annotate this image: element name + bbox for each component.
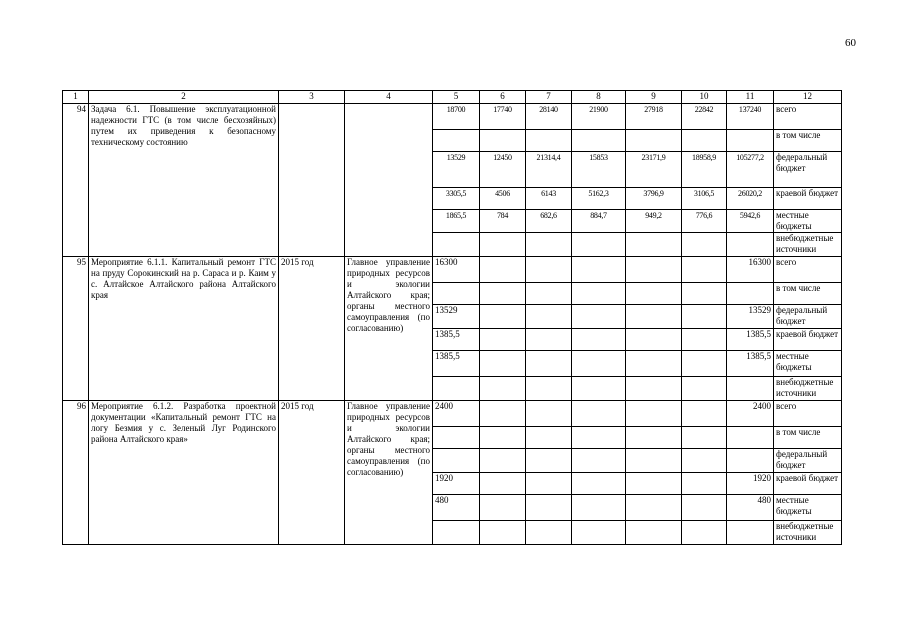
funding-source: краевой бюджет: [774, 188, 842, 210]
value-cell: [433, 427, 480, 449]
value-cell: [682, 377, 727, 401]
value-cell: [433, 233, 480, 257]
row-executor: Главное управление природных ресурсов и экологии Алтайского края; органы местного самоуправления (по согласованию): [345, 401, 433, 545]
value-cell: [626, 329, 682, 351]
value-cell: [682, 305, 727, 329]
value-cell: 2400: [727, 401, 774, 427]
row-index: 95: [63, 257, 89, 401]
header-cell: 2: [89, 91, 279, 104]
value-cell: [626, 305, 682, 329]
value-cell: [480, 495, 526, 521]
value-cell: [433, 377, 480, 401]
header-cell: 11: [727, 91, 774, 104]
value-cell: [682, 427, 727, 449]
value-cell: [626, 427, 682, 449]
value-cell: 18700: [433, 104, 480, 130]
value-cell: [682, 401, 727, 427]
value-cell: 23171,9: [626, 152, 682, 188]
value-cell: 21314,4: [526, 152, 572, 188]
value-cell: 12450: [480, 152, 526, 188]
page-number: 60: [845, 37, 856, 49]
value-cell: 3796,9: [626, 188, 682, 210]
value-cell: 13529: [727, 305, 774, 329]
value-cell: 949,2: [626, 210, 682, 233]
value-cell: [626, 351, 682, 377]
value-cell: 5942,6: [727, 210, 774, 233]
value-cell: [626, 521, 682, 545]
row-year: 2015 год: [279, 257, 345, 401]
table-row: [63, 401, 842, 427]
value-cell: [480, 329, 526, 351]
value-cell: [526, 427, 572, 449]
funding-source: краевой бюджет: [774, 473, 842, 495]
value-cell: 6143: [526, 188, 572, 210]
value-cell: [626, 257, 682, 283]
header-row: [63, 91, 842, 104]
value-cell: [526, 351, 572, 377]
row-description: Мероприятие 6.1.2. Разработка проектной документации «Капитальный ремонт ГТС на логу Безмия у с. Зеленый Луг Родинского района Алтайского края»: [89, 401, 279, 545]
value-cell: [526, 283, 572, 305]
value-cell: [626, 473, 682, 495]
value-cell: [572, 283, 626, 305]
funding-source: федеральный бюджет: [774, 152, 842, 188]
value-cell: [626, 130, 682, 152]
value-cell: 1865,5: [433, 210, 480, 233]
value-cell: [626, 233, 682, 257]
funding-source: внебюджетные источники: [774, 521, 842, 545]
value-cell: [626, 377, 682, 401]
funding-source: федеральный бюджет: [774, 305, 842, 329]
value-cell: [433, 521, 480, 545]
funding-source: внебюджетные источники: [774, 377, 842, 401]
funding-source: внебюджетные источники: [774, 233, 842, 257]
value-cell: [626, 401, 682, 427]
value-cell: [727, 427, 774, 449]
value-cell: [727, 521, 774, 545]
header-cell: 5: [433, 91, 480, 104]
value-cell: 2400: [433, 401, 480, 427]
funding-source: в том числе: [774, 283, 842, 305]
value-cell: [682, 351, 727, 377]
table-row: [63, 257, 842, 283]
value-cell: [526, 329, 572, 351]
header-cell: 9: [626, 91, 682, 104]
value-cell: [572, 473, 626, 495]
value-cell: [480, 351, 526, 377]
value-cell: 1920: [433, 473, 480, 495]
value-cell: 22842: [682, 104, 727, 130]
value-cell: 105277,2: [727, 152, 774, 188]
value-cell: 1385,5: [433, 351, 480, 377]
value-cell: [572, 233, 626, 257]
header-cell: 1: [63, 91, 89, 104]
funding-source: в том числе: [774, 427, 842, 449]
funding-source: всего: [774, 104, 842, 130]
value-cell: [572, 305, 626, 329]
value-cell: [572, 449, 626, 473]
row-description: Задача 6.1. Повышение эксплуатационной надежности ГТС (в том числе бесхозяйных) путем их приведения к безопасному техническому состоянию: [89, 104, 279, 257]
row-index: 96: [63, 401, 89, 545]
funding-source: в том числе: [774, 130, 842, 152]
value-cell: [572, 329, 626, 351]
value-cell: [480, 283, 526, 305]
value-cell: [626, 449, 682, 473]
row-index: 94: [63, 104, 89, 257]
value-cell: 15853: [572, 152, 626, 188]
value-cell: [433, 283, 480, 305]
value-cell: 13529: [433, 305, 480, 329]
value-cell: [480, 521, 526, 545]
value-cell: 13529: [433, 152, 480, 188]
funding-source: всего: [774, 257, 842, 283]
value-cell: [480, 257, 526, 283]
value-cell: [682, 521, 727, 545]
value-cell: [682, 233, 727, 257]
funding-source: федеральный бюджет: [774, 449, 842, 473]
value-cell: 1920: [727, 473, 774, 495]
value-cell: [572, 427, 626, 449]
value-cell: [526, 233, 572, 257]
value-cell: [480, 233, 526, 257]
value-cell: 3106,5: [682, 188, 727, 210]
funding-source: краевой бюджет: [774, 329, 842, 351]
value-cell: 776,6: [682, 210, 727, 233]
header-cell: 8: [572, 91, 626, 104]
value-cell: 4506: [480, 188, 526, 210]
value-cell: [572, 257, 626, 283]
value-cell: 5162,3: [572, 188, 626, 210]
funding-source: местные бюджеты: [774, 210, 842, 233]
value-cell: [526, 401, 572, 427]
row-year: 2015 год: [279, 401, 345, 545]
value-cell: [727, 233, 774, 257]
value-cell: [572, 521, 626, 545]
value-cell: [682, 257, 727, 283]
value-cell: [526, 130, 572, 152]
row-year: [279, 104, 345, 257]
value-cell: [526, 257, 572, 283]
funding-source: местные бюджеты: [774, 351, 842, 377]
value-cell: 1385,5: [727, 351, 774, 377]
value-cell: 784: [480, 210, 526, 233]
value-cell: [433, 130, 480, 152]
value-cell: [682, 449, 727, 473]
value-cell: 16300: [433, 257, 480, 283]
value-cell: 480: [433, 495, 480, 521]
value-cell: 137240: [727, 104, 774, 130]
funding-source: местные бюджеты: [774, 495, 842, 521]
value-cell: [480, 473, 526, 495]
value-cell: [626, 495, 682, 521]
value-cell: [682, 473, 727, 495]
value-cell: 682,6: [526, 210, 572, 233]
value-cell: 26020,2: [727, 188, 774, 210]
value-cell: 28140: [526, 104, 572, 130]
value-cell: [572, 495, 626, 521]
row-description: Мероприятие 6.1.1. Капитальный ремонт ГТС на пруду Сорокинский на р. Сараса и р. Каим у с. Алтайское Алтайского района Алтайского края: [89, 257, 279, 401]
row-executor: Главное управление природных ресурсов и экологии Алтайского края; органы местного самоуправления (по согласованию): [345, 257, 433, 401]
header-cell: 3: [279, 91, 345, 104]
header-cell: 4: [345, 91, 433, 104]
value-cell: [572, 401, 626, 427]
header-cell: 7: [526, 91, 572, 104]
value-cell: [682, 283, 727, 305]
value-cell: [526, 473, 572, 495]
value-cell: [480, 130, 526, 152]
header-cell: 10: [682, 91, 727, 104]
funding-source: всего: [774, 401, 842, 427]
value-cell: 3305,5: [433, 188, 480, 210]
value-cell: [526, 449, 572, 473]
value-cell: [480, 449, 526, 473]
row-executor: [345, 104, 433, 257]
value-cell: [526, 377, 572, 401]
value-cell: [526, 495, 572, 521]
value-cell: 21900: [572, 104, 626, 130]
value-cell: [682, 130, 727, 152]
header-cell: 12: [774, 91, 842, 104]
value-cell: 18958,9: [682, 152, 727, 188]
value-cell: [572, 377, 626, 401]
table-row: [63, 104, 842, 130]
value-cell: [433, 449, 480, 473]
value-cell: [526, 521, 572, 545]
value-cell: [727, 377, 774, 401]
value-cell: 1385,5: [433, 329, 480, 351]
value-cell: 480: [727, 495, 774, 521]
value-cell: [480, 305, 526, 329]
value-cell: [480, 427, 526, 449]
value-cell: [682, 495, 727, 521]
value-cell: 1385,5: [727, 329, 774, 351]
program-table: [62, 90, 842, 545]
value-cell: [727, 130, 774, 152]
value-cell: 17740: [480, 104, 526, 130]
value-cell: [572, 130, 626, 152]
header-cell: 6: [480, 91, 526, 104]
value-cell: [682, 329, 727, 351]
value-cell: [626, 283, 682, 305]
value-cell: [526, 305, 572, 329]
value-cell: 27918: [626, 104, 682, 130]
value-cell: [727, 449, 774, 473]
value-cell: [480, 401, 526, 427]
value-cell: [572, 351, 626, 377]
value-cell: [480, 377, 526, 401]
value-cell: 884,7: [572, 210, 626, 233]
value-cell: [727, 283, 774, 305]
value-cell: 16300: [727, 257, 774, 283]
